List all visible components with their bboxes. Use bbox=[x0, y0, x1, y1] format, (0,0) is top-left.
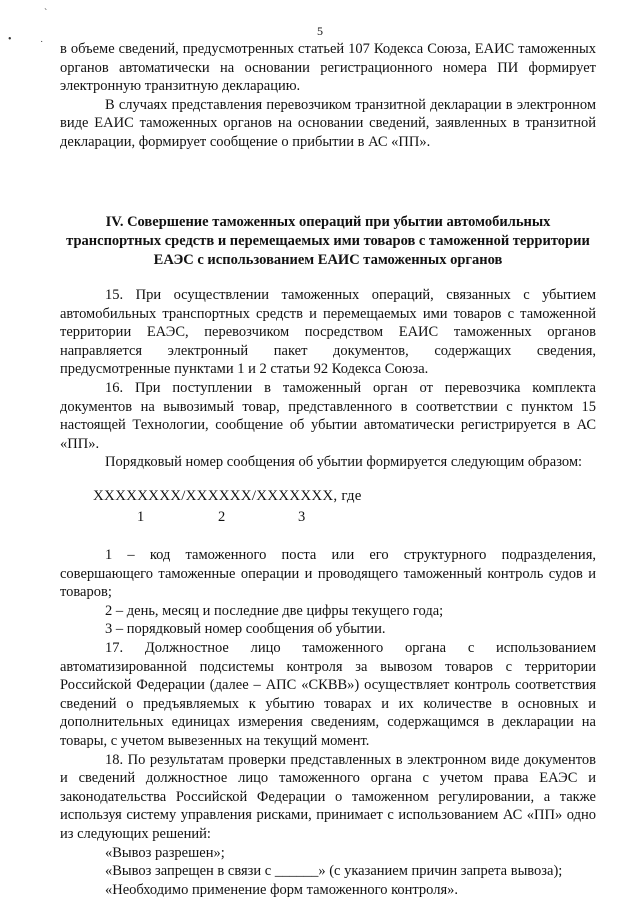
decision-option: «Вывоз запрещен в связи с ______» (с указанием причин запрета вывоза); bbox=[105, 863, 563, 880]
formula-part-3: 3 bbox=[298, 509, 306, 525]
scan-mark: • bbox=[8, 34, 12, 45]
paragraph-16: 16. При поступлении в таможенный орган от перевозчика комплекта документов на вывозимый товар, представленного в соответствии с пунктом 15 настоящей Технологии, сообщение об убытии автоматически регистрируется в АС «ПП». bbox=[60, 379, 596, 452]
decision-option: «Вывоз разрешен»; bbox=[105, 844, 225, 861]
scan-mark: ˙ bbox=[40, 40, 44, 51]
decision-option: «Необходимо применение форм таможенного контроля». bbox=[105, 881, 459, 898]
list-item-part-2: 2 – день, месяц и последние две цифры текущего года; bbox=[105, 602, 444, 619]
section-heading: IV. Совершение таможенных операций при убытии автомобильных транспортных средств и перемещаемых ими товаров с таможенной территории ЕАЭС с использованием ЕАИС таможенных органов bbox=[66, 214, 590, 268]
top-text-block bbox=[60, 40, 596, 152]
paragraph-number-format: Порядковый номер сообщения об убытии формируется следующим образом: bbox=[105, 454, 583, 471]
paragraph-18: 18. По результатам проверки представленных в электронном виде документов и сведений должностное лицо таможенного органа с учетом права ЕАЭС и законодательства Российской Федерации о таможенном регулировании, а также используя систему управления рисками, принимает с использованием АС «ПП» одно из следующих решений: bbox=[60, 751, 596, 842]
page-number: 5 bbox=[317, 24, 323, 38]
paragraph-continuation: в объеме сведений, предусмотренных статьей 107 Кодекса Союза, ЕАИС таможенных органов автоматически на основании регистрационного номера ПИ формирует электронную транзитную декларацию. bbox=[60, 41, 596, 95]
paragraph-15: 15. При осуществлении таможенных операций, связанных с убытием автомобильных транспортных средств и перемещаемых ими товаров с таможенной территории ЕАЭС, перевозчиком посредством ЕАИС таможенных органов направляется электронный пакет документов, содержащих сведения, предусмотренные пунктами 1 и 2 статьи 92 Кодекса Союза. bbox=[60, 287, 596, 378]
list-item-part-3: 3 – порядковый номер сообщения об убытии. bbox=[105, 621, 386, 638]
formula-part-2: 2 bbox=[218, 509, 226, 525]
scan-mark: ˋ bbox=[44, 8, 48, 19]
list-item-part-1: 1 – код таможенного поста или его структурного подразделения, совершающего таможенные операции и проводящего таможенный контроль судов и товаров; bbox=[60, 547, 596, 601]
paragraph-transit-declaration: В случаях представления перевозчиком транзитной декларации в электронном виде ЕАИС таможенных органов на основании сведений, заявленных в транзитной декларации, формирует сообщение о прибытии в АС «ПП». bbox=[60, 96, 596, 150]
number-format-formula: XXXXXXXX/XXXXXX/XXXXXXX, где bbox=[93, 488, 362, 504]
formula-part-1: 1 bbox=[137, 509, 145, 525]
section-body-a bbox=[60, 286, 596, 472]
paragraph-17: 17. Должностное лицо таможенного органа с использованием автоматизированной подсистемы контроля за вывозом товаров с территории Российской Федерации (далее – АПС «СКВВ») осуществляет контроль соответствия сведений о предъявляемых к убытию товарах и их количестве в основных и дополнительных единицах измерения сведениям, содержащимся в декларации на товары, с учетом вывезенных на текущий момент. bbox=[60, 639, 596, 749]
section-body-b bbox=[60, 546, 596, 899]
